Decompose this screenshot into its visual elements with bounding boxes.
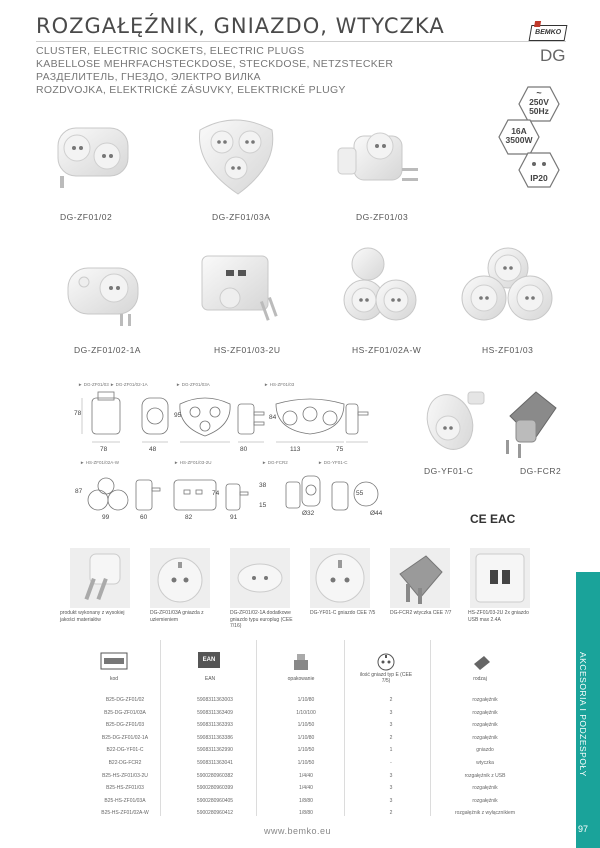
cell-ean: 5900280960412: [196, 810, 234, 817]
cell-sockets: 1: [389, 747, 393, 754]
certification-marks: CE EAC: [470, 512, 516, 526]
usb-port-icon: [470, 548, 530, 608]
dimension-label: 99: [102, 514, 110, 521]
product-label: HS-ZF01/03: [482, 345, 534, 355]
subtitle-block: [36, 45, 393, 97]
drawing-group-label: ► HS-ZF01/03-2U: [174, 460, 212, 465]
cell-pack: 1/10/80: [297, 734, 315, 741]
cell-type: rozgałęźnik: [472, 709, 498, 716]
table-row: [60, 719, 560, 732]
product-image-hs-zf01-02a-w: [338, 242, 428, 332]
header-divider: [36, 41, 566, 42]
product-label: DG-ZF01/02: [60, 212, 113, 222]
cell-sockets: 3: [389, 772, 393, 779]
dimension-label: 38: [259, 482, 267, 489]
cell-kod: B25-HS-ZF01/03A: [104, 797, 146, 804]
table-row: [60, 732, 560, 745]
subtitle-cz: ROZDVOJKA, ELEKTRICKÉ ZÁSUVKY, ELEKTRICKÉ PLUGY: [36, 84, 346, 96]
dimension-label: 48: [149, 446, 157, 453]
socket-icon: [150, 548, 210, 608]
table-row: [60, 782, 560, 795]
barcode-icon: EAN: [198, 652, 220, 668]
product-image-dg-zf01-02-1a: [60, 258, 145, 330]
page-number: 97: [578, 824, 589, 834]
cell-kod: B25-DG-ZF01/03A: [104, 709, 146, 716]
dimension-label: 80: [240, 446, 248, 453]
current-value: 16A: [511, 126, 527, 136]
dimension-label: Ø44: [370, 510, 383, 517]
table-row: [60, 757, 560, 770]
drawing-group-label: ► DG-FCR2: [262, 460, 288, 465]
socket-icon: [310, 548, 370, 608]
dimension-label: 74: [212, 490, 220, 497]
frequency-value: 50Hz: [529, 106, 549, 116]
table-row: [60, 807, 560, 820]
cell-ean: 5908311363386: [197, 734, 233, 741]
section-name: AKCESORIA I PODZESPOŁY: [578, 652, 588, 777]
feature-thumb-quality: [70, 548, 130, 608]
cell-type: rozgałęźnik: [472, 785, 498, 792]
dimension-label: 60: [140, 514, 148, 521]
socket-icon: [230, 548, 290, 608]
product-image-dg-fcr2: [496, 380, 566, 460]
cell-ean: 5908311363003: [197, 697, 233, 703]
cell-pack: 1/4/40: [299, 785, 313, 792]
power-value: 3500W: [505, 135, 533, 145]
ip-value: IP20: [530, 173, 548, 183]
feature-caption: DG-ZF01/02-1A dodatkowe gniazdo typu europlug (CEE 7/16): [230, 610, 293, 629]
ac-wave-icon: ~: [536, 88, 542, 98]
plug-pins-icon: [70, 548, 130, 608]
feature-thumb-cee77: [390, 548, 450, 608]
cell-sockets: 3: [389, 797, 393, 804]
subtitle-en: CLUSTER, ELECTRIC SOCKETS, ELECTRIC PLUGS: [36, 45, 305, 57]
drawing-group-label: ► DG-ZF01/03A: [176, 382, 210, 387]
cell-sockets: 3: [389, 785, 393, 792]
cell-sockets: -: [390, 760, 392, 766]
cell-pack: 1/10/50: [297, 760, 315, 766]
product-image-dg-zf01-03: [334, 118, 429, 203]
table-row: [60, 694, 560, 707]
cell-type: wtyczka: [476, 760, 494, 766]
cell-sockets: 3: [389, 722, 393, 729]
product-image-dg-zf01-02: [50, 112, 135, 197]
voltage-badge: [518, 86, 560, 122]
cell-kod: B25-DG-ZF01/02-1A: [101, 734, 149, 741]
table-row: [60, 795, 560, 808]
cell-pack: 1/8/80: [299, 797, 313, 804]
brand-box-icon: [100, 652, 128, 675]
drawing-group-label: ► HS-ZF01/02A-W: [80, 460, 119, 465]
product-label: DG-ZF01/03A: [212, 212, 271, 222]
cell-sockets: 2: [389, 810, 393, 817]
cell-kod: B22-DG-YF01-C: [106, 747, 144, 754]
dimension-label: 113: [290, 446, 301, 453]
technical-drawing-row2: [80, 466, 383, 517]
header-pack: opakowanie: [287, 676, 315, 682]
cell-type: rozgałęźnik: [472, 722, 498, 729]
cell-pack: 1/4/40: [299, 772, 313, 779]
header-sockets: ilość gniazd typ E (CEE 7/5): [359, 672, 413, 684]
subtitle-ru: РАЗДЕЛИТЕЛЬ, ГНЕЗДО, ЭЛЕКТРО ВИЛКА: [36, 71, 261, 83]
cell-type: gniazdo: [476, 747, 494, 754]
product-label: DG-FCR2: [520, 466, 562, 476]
product-label: DG-ZF01/03: [356, 212, 409, 222]
cell-pack: 1/10/80: [297, 697, 315, 703]
feature-thumb-europlug: [230, 548, 290, 608]
cell-sockets: 2: [389, 734, 393, 741]
cell-pack: 1/8/80: [299, 810, 313, 817]
subtitle-de: KABELLOSE MEHRFACHSTECKDOSE, STECKDOSE, NETZSTECKER: [36, 58, 394, 70]
brand-logo: BEMKO: [529, 25, 568, 41]
ip-badge: [518, 152, 560, 188]
dimension-label: 87: [75, 488, 83, 495]
dimension-label: 82: [185, 514, 193, 521]
feature-caption: HS-ZF01/03-2U 2x gniazdo USB max 2.4A: [468, 610, 529, 623]
cell-pack: 1/10/50: [297, 747, 315, 754]
cell-type: rozgałęźnik z wyłącznikiem: [454, 810, 516, 817]
technical-drawing-row1: [80, 390, 380, 456]
package-icon: [290, 652, 312, 677]
cell-ean: 5908311363041: [197, 760, 233, 766]
drawing-group-label: ► DG-ZF01/03 ► DG-ZF01/02-1A: [78, 382, 148, 387]
product-label: HS-ZF01/02A-W: [352, 345, 422, 355]
cell-kod: B25-HS-ZF01/03-2U: [102, 772, 148, 779]
table-row: [60, 707, 560, 720]
dimension-label: 91: [230, 514, 238, 521]
cell-sockets: 2: [389, 697, 393, 703]
power-badge: [498, 119, 540, 155]
feature-thumb-cee75: [310, 548, 370, 608]
dimension-label: Ø32: [302, 510, 315, 517]
product-label: DG-YF01-C: [424, 466, 474, 476]
dimension-label: 78: [74, 410, 82, 417]
cell-pack: 1/10/50: [297, 722, 315, 729]
dimension-label: 78: [100, 446, 108, 453]
product-label: HS-ZF01/03-2U: [214, 345, 281, 355]
feature-thumb-usb: [470, 548, 530, 608]
dimension-label: 95: [174, 412, 182, 419]
cell-kod: B25-DG-ZF01/03: [105, 722, 145, 729]
cell-ean: 5900280960382: [196, 772, 234, 779]
product-image-hs-zf01-03: [458, 246, 558, 331]
feature-thumb-earthing: [150, 548, 210, 608]
feature-caption: DG-ZF01/03A gniazda z uziemieniem: [150, 610, 204, 623]
feature-caption: produkt wykonany z wysokiej jakości materiałów: [60, 610, 125, 623]
feature-caption: DG-YF01-C gniazdo CEE 7/5: [310, 610, 376, 616]
product-label: DG-ZF01/02-1A: [74, 345, 141, 355]
cell-ean: 5908311362990: [197, 747, 233, 754]
cell-type: rozgałęźnik: [472, 797, 498, 804]
header-kod: kod: [109, 676, 119, 682]
cell-ean: 5900280960399: [196, 785, 234, 792]
footer-website: www.bemko.eu: [264, 826, 332, 836]
plug-icon: [390, 548, 450, 608]
cell-type: rozgałęźnik: [472, 697, 498, 703]
drawing-group-label: ► DG-YF01-C: [318, 460, 348, 465]
cell-kod: B22-DG-FCR2: [108, 760, 142, 766]
plug-type-icon: [470, 652, 492, 677]
dimension-label: 55: [356, 490, 364, 497]
section-sidebar: [576, 572, 600, 848]
cell-kod: B25-HS-ZF01/03: [106, 785, 144, 792]
page-title: ROZGAŁĘŹNIK, GNIAZDO, WTYCZKA: [36, 14, 445, 38]
series-code: DG: [540, 46, 566, 65]
cell-ean: 5908311363393: [197, 722, 233, 729]
product-image-dg-yf01-c: [420, 380, 490, 460]
table-row: [60, 744, 560, 757]
table-row: [60, 770, 560, 783]
cell-ean: 5908311363409: [197, 709, 233, 716]
feature-caption: DG-FCR2 wtyczka CEE 7/7: [390, 610, 452, 616]
product-image-dg-zf01-03a: [190, 110, 280, 198]
cell-type: rozgałęźnik z USB: [464, 772, 506, 779]
voltage-value: 250V: [529, 97, 549, 107]
cell-kod: B25-DG-ZF01/02: [105, 697, 145, 703]
drawing-group-label: ► HS-ZF01/03: [264, 382, 295, 387]
dimension-label: 15: [259, 502, 267, 509]
dimension-label: 84: [269, 414, 277, 421]
product-image-hs-zf01-03-2u: [190, 248, 280, 333]
cell-ean: 5900280960405: [196, 797, 234, 804]
header-type: rodzaj: [473, 676, 487, 682]
header-ean: EAN: [204, 676, 216, 682]
cell-kod: B25-HS-ZF01/02A-W: [101, 810, 149, 817]
cell-type: rozgałęźnik: [472, 734, 498, 741]
dimension-label: 75: [336, 446, 344, 453]
cell-sockets: 3: [389, 709, 393, 716]
cell-pack: 1/10/100: [296, 709, 316, 716]
